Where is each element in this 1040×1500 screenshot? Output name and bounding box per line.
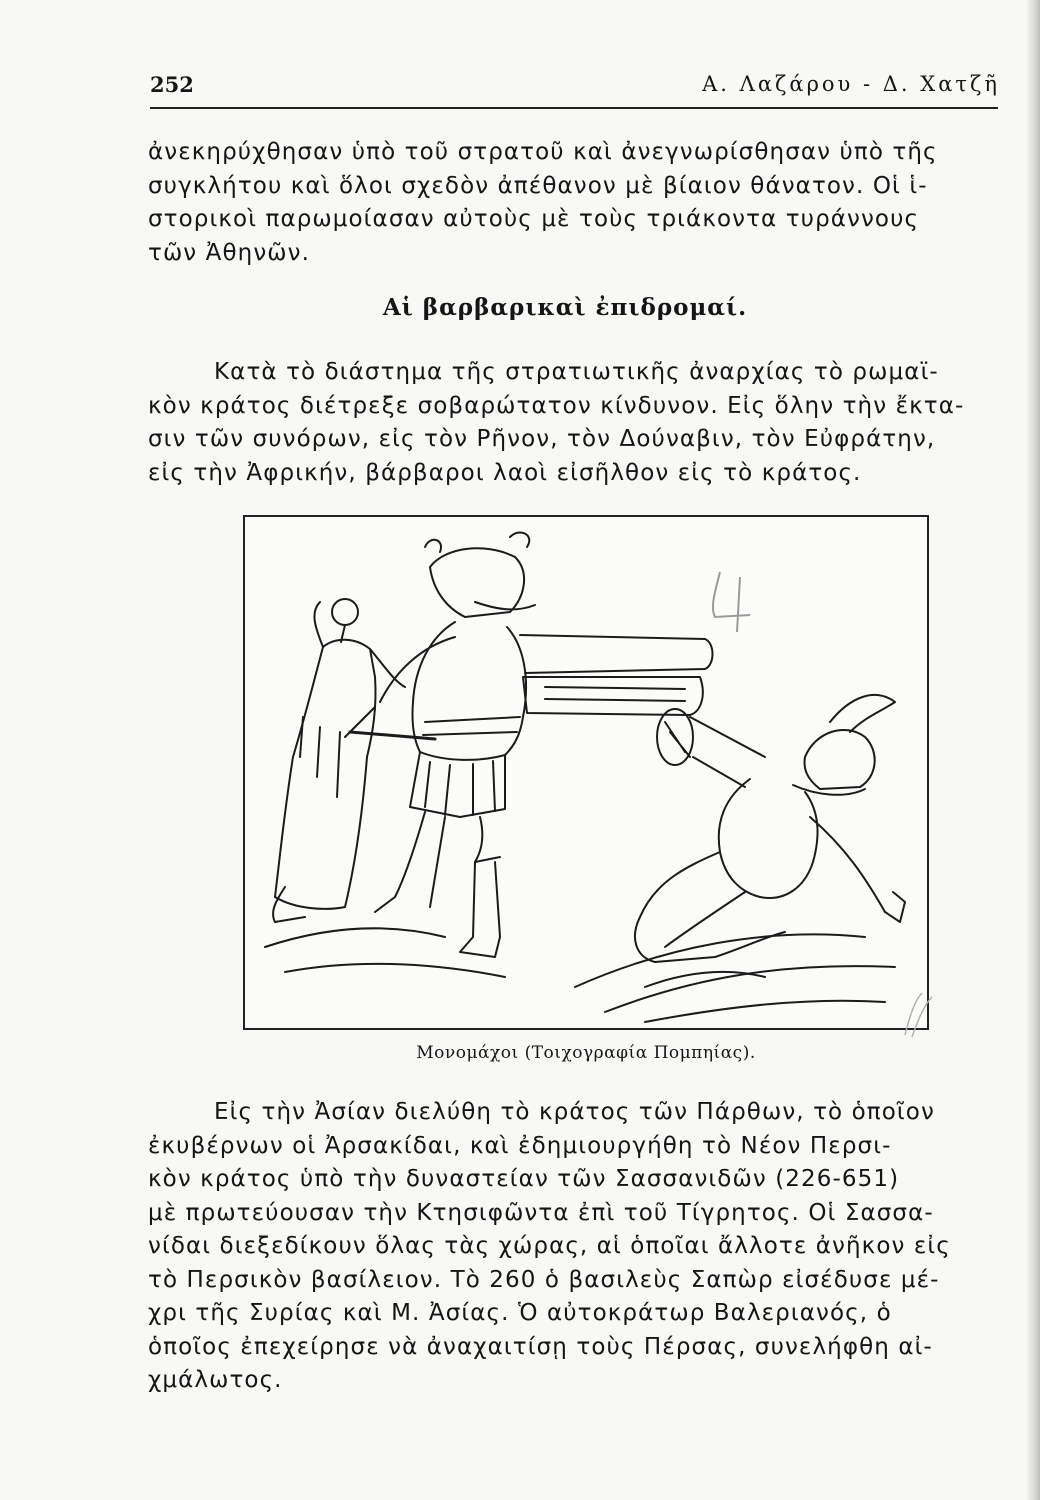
gladiators-illustration xyxy=(243,515,929,1030)
paragraph-1 xyxy=(148,136,1016,270)
section-heading: Αἱ βαρβαρικαὶ ἐπιδρομαί. xyxy=(382,294,748,321)
text-line: μὲ πρωτεύουσαν τὴν Κτησιφῶντα ἐπὶ τοῦ Τίγρητος. Οἱ Σασσα- xyxy=(148,1199,934,1226)
text-line: ὁποῖος ἐπεχείρησε νὰ ἀναχαιτίσῃ τοὺς Πέρσας, συνελήφθη αἰ- xyxy=(148,1333,933,1360)
text-line: στορικοὶ παρωμοίασαν αὐτοὺς μὲ τοὺς τριάκοντα τυράννους xyxy=(148,206,920,232)
text-line: ἐκυβέρνων οἱ Ἀρσακίδαι, καὶ ἐδημιουργήθη τὸ Νέον Περσι- xyxy=(148,1132,892,1159)
text-line: τὸ Περσικὸν βασίλειον. Τὸ 260 ὁ βασιλεὺς Σαπὼρ εἰσέδυσε μέ- xyxy=(148,1266,940,1293)
gladiators-drawing xyxy=(245,517,927,1028)
figure-caption: Μονομάχοι (Τοιχογραφία Πομπηίας). xyxy=(416,1043,756,1063)
text-line: κὸν κράτος διέτρεξε σοβαρώτατον κίνδυνον. Εἰς ὅλην τὴν ἔκτα- xyxy=(148,392,965,419)
pencil-mark xyxy=(713,572,750,632)
page-header xyxy=(150,72,1000,106)
paragraph-2 xyxy=(148,356,1016,490)
text-line: ἀνεκηρύχθησαν ὑπὸ τοῦ στρατοῦ καὶ ἀνεγνωρίσθησαν ὑπὸ τῆς xyxy=(148,139,938,165)
standing-woman-figure xyxy=(275,599,405,909)
ground-line xyxy=(285,964,505,977)
text-line: Κατὰ τὸ διάστημα τῆς στρατιωτικῆς ἀναρχίας τὸ ρωμαϊ- xyxy=(214,359,939,385)
text-line: νίδαι διεξεδίκουν ὅλας τὰς χώρας, αἱ ὁποῖαι ἄλλοτε ἀνῆκον εἰς xyxy=(148,1233,951,1259)
paragraph-3 xyxy=(148,1096,1016,1398)
page-edge-shadow xyxy=(1026,0,1040,1500)
text-line: χρι τῆς Συρίας καὶ Μ. Ἀσίας. Ὁ αὐτοκράτωρ Βαλεριανός, ὁ xyxy=(148,1300,892,1326)
ground-line xyxy=(645,1001,885,1022)
margin-pencil-scribble xyxy=(900,985,940,1045)
running-head: Α. Λαζάρου - Δ. Χατζῆ xyxy=(702,72,1000,96)
page-number: 252 xyxy=(150,72,194,97)
text-line: εἰς τὴν Ἀφρικήν, βάρβαροι λαοὶ εἰσῆλθον εἰς τὸ κράτος. xyxy=(148,459,862,486)
kneeling-gladiator-figure xyxy=(635,695,905,987)
text-line: τῶν Ἀθηνῶν. xyxy=(148,239,311,266)
text-line: Εἰς τὴν Ἀσίαν διελύθη τὸ κράτος τῶν Πάρθων, τὸ ὁποῖον xyxy=(214,1099,935,1125)
header-rule xyxy=(150,107,998,109)
text-line: σιν τῶν συνόρων, εἰς τὸν Ρῆνον, τὸν Δούναβιν, τὸν Εὐφράτην, xyxy=(148,426,936,452)
ground-line xyxy=(265,928,445,947)
text-line: συγκλήτου καὶ ὅλοι σχεδὸν ἀπέθανον μὲ βίαιον θάνατον. Οἱ ἱ- xyxy=(148,172,928,199)
text-line: κὸν κράτος ὑπὸ τὴν δυναστείαν τῶν Σασσανιδῶν (226-651) xyxy=(148,1166,900,1192)
text-line: χμάλωτος. xyxy=(148,1367,283,1393)
